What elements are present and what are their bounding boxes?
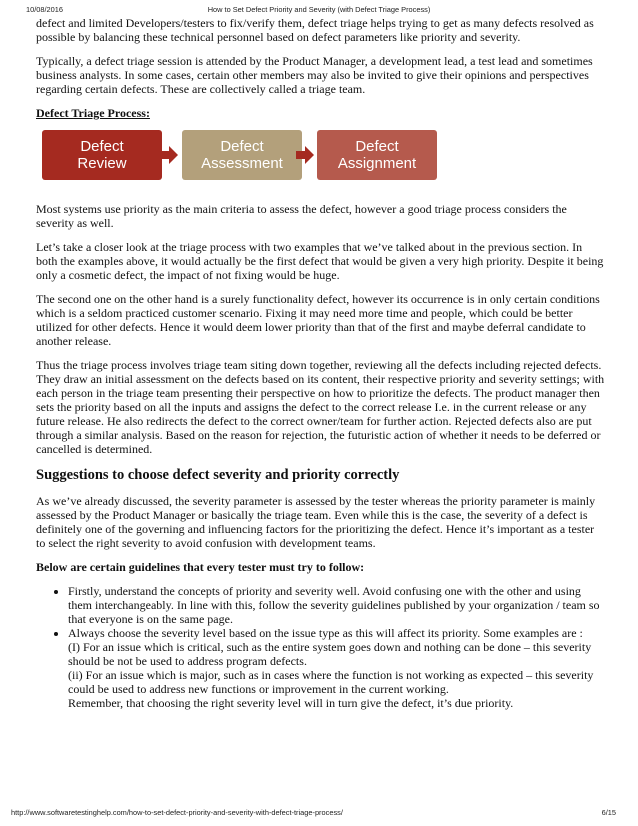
list-item-subtext: (I) For an issue which is critical, such as the entire system goes down and nothing can be done – this severity should be not be used to address program defects.: [68, 640, 592, 668]
page-number: 6/15: [601, 808, 616, 817]
list-item-text: Firstly, understand the concepts of priority and severity well. Avoid confusing one with the other and using them interchangeably. In line with this, follow the severity guidelines published by your organization / team so that everyone is on the same page.: [68, 584, 600, 626]
list-item-text: • Always choose the severity level based on the issue type as this will affect its priority. Some examples are :: [68, 626, 583, 640]
box-label: Review: [77, 155, 127, 172]
footer-url: http://www.softwaretestinghelp.com/how-to-set-defect-priority-and-severity-with-defect-triage-process/: [11, 808, 343, 817]
arrow-right-icon: [296, 146, 314, 164]
list-item: [68, 626, 605, 710]
paragraph: As we’ve already discussed, the severity parameter is assessed by the tester whereas the priority parameter is mainly assessed by the Product Manager or basically the triage team. Even while this is the case, the severity of a defect is definitely one of the governing and influencing factors for the prioritizing the defect. Hence it’s important as a tester to select the right severity to avoid confusion with development teams.: [36, 494, 596, 550]
header-title: How to Set Defect Priority and Severity (with Defect Triage Process): [207, 5, 431, 14]
arrow-right-icon: [160, 146, 178, 164]
triage-process-diagram: [42, 130, 605, 180]
paragraph: Typically, a defect triage session is attended by the Product Manager, a development lead, a test lead and sometimes business analysts. In some cases, certain other members may also be invited to give their opinions and perspectives regarding certain defects. These are collectively called a triage team.: [36, 54, 593, 96]
box-label: Defect: [80, 138, 124, 155]
list-item: [68, 584, 605, 626]
guidelines-heading: Below are certain guidelines that every tester must try to follow:: [36, 560, 365, 574]
box-label: Defect: [355, 138, 399, 155]
page-footer: [0, 808, 638, 820]
paragraph: Most systems use priority as the main criteria to assess the defect, however a good triage process considers the severity as well.: [36, 202, 567, 230]
paragraph: Thus the triage process involves triage team siting down together, reviewing all the defects including rejected defects. They draw an initial assessment on the defects based on its content, their respective priority and severity settings; with each person in the triage team presenting their perspective on how to prioritize the defects. The product manager then sets the priority based on all the inputs and assigns the defect to the correct release I.e. in the current release or any future release. He also redirects the defect to the correct owner/team for further action. Rejected defects also are put through a similar analysis. Based on the reason for rejection, the futuristic action of whether it needs to be deferred or cancelled is determined.: [36, 358, 605, 456]
list-item-subtext: (ii) For an issue which is major, such as in cases where the function is not working as expected – this severity could be used to address new functions or improvement in the current working.: [68, 668, 594, 696]
defect-assessment-box: [182, 130, 302, 180]
box-label: Assignment: [337, 155, 417, 172]
article-body: [36, 16, 605, 710]
header-date: 10/08/2016: [26, 5, 63, 14]
list-item-subtext: Remember, that choosing the right severity level will in turn give the defect, it’s due priority.: [68, 696, 514, 710]
paragraph: The second one on the other hand is a surely functionality defect, however its occurrence is in only certain conditions which is a seldom practiced customer scenario. Fixing it may need more time and people, which could be better utilized for other defects. Hence it would deem lower priority than that of the first and maybe deferral candidate to another release.: [36, 292, 600, 348]
box-label: Defect: [220, 138, 264, 155]
defect-review-box: [42, 130, 162, 180]
paragraph: defect and limited Developers/testers to fix/verify them, defect triage helps trying to get as many defects resolved as possible by balancing these technical personnel based on defect parameters like priority and severity.: [36, 16, 594, 44]
box-label: Assessment: [201, 155, 283, 172]
guidelines-list: [36, 584, 605, 710]
defect-assignment-box: [317, 130, 437, 180]
section-title: Suggestions to choose defect severity and priority correctly: [36, 467, 400, 483]
paragraph: Let’s take a closer look at the triage process with two examples that we’ve talked about in the previous section. In both the examples above, it would actually be the first defect that would be given a very high priority. Despite it being only a cosmetic defect, the impact of not fixing would be huge.: [36, 240, 604, 282]
triage-process-heading: Defect Triage Process:: [36, 106, 150, 120]
